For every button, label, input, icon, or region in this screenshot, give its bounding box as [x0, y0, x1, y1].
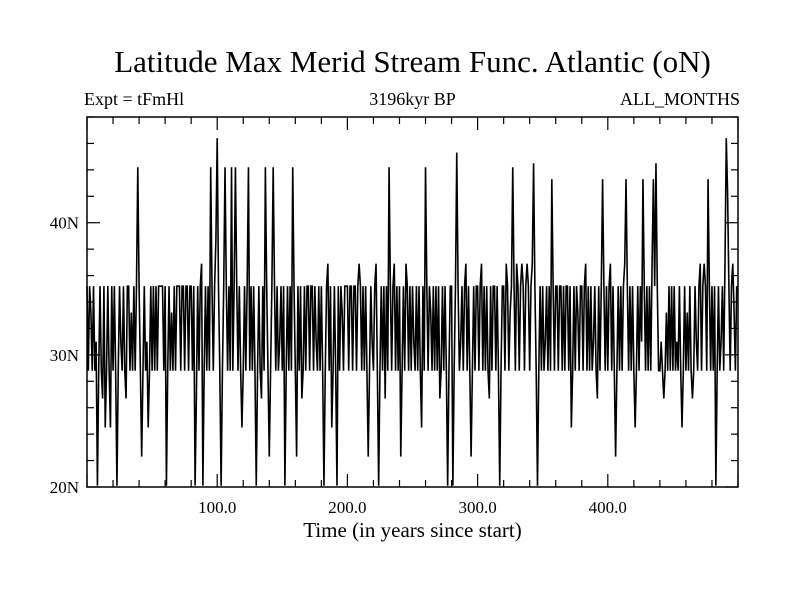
time-bp-label: 3196kyr BP: [369, 89, 456, 109]
x-tick-label: 200.0: [328, 498, 367, 517]
x-tick-label: 300.0: [458, 498, 497, 517]
x-axis-title: Time (in years since start): [303, 518, 522, 542]
x-tick-label: 400.0: [588, 498, 627, 517]
experiment-label: Expt = tFmHl: [84, 89, 185, 109]
x-tick-label: 100.0: [198, 498, 237, 517]
y-tick-label: 40N: [49, 213, 79, 233]
y-tick-label: 30N: [49, 345, 79, 365]
y-tick-label: 20N: [49, 478, 79, 497]
months-label: ALL_MONTHS: [620, 89, 740, 109]
data-line: [87, 138, 737, 486]
chart-title: Latitude Max Merid Stream Func. Atlantic (oN): [114, 44, 711, 79]
